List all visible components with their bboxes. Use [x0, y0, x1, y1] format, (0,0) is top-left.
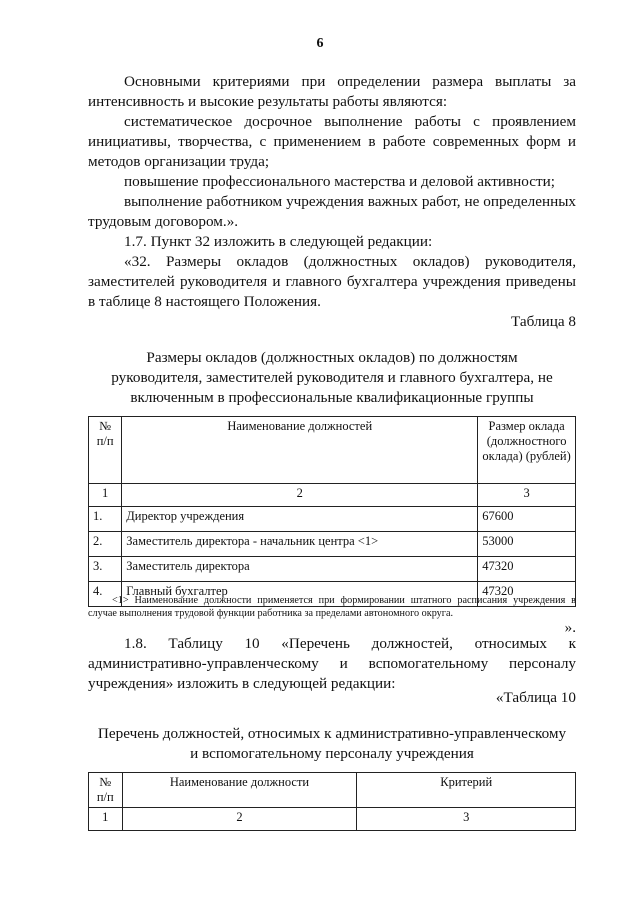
table-cell: 53000	[478, 532, 576, 557]
table-cell: 3.	[89, 557, 122, 582]
table-cell: 47320	[478, 582, 576, 607]
criteria-item-1: систематическое досрочное выполнение работы с проявлением инициативы, творчества, с применением в работе современных форм и методов организации труда;	[88, 113, 576, 170]
table-header-row	[89, 773, 576, 808]
table10-title: Перечень должностей, относимых к административно-управленческому и вспомогательному персоналу учреждения	[97, 725, 567, 762]
table-number-row	[89, 808, 576, 831]
section-1-8: 1.8. Таблицу 10 «Перечень должностей, относимых к административно-управленческому и вспомогательному персоналу учреждения» изложить в следующей редакции:	[88, 635, 576, 692]
header-cell: Критерий	[357, 773, 576, 808]
table-row	[89, 507, 576, 532]
table-cell: 1.	[89, 507, 122, 532]
section-1-7: 1.7. Пункт 32 изложить в следующей редакции:	[124, 233, 433, 250]
table-cell: 1	[89, 808, 123, 831]
table10	[88, 772, 576, 831]
table8-closing: ».	[564, 619, 576, 636]
table-cell: 1	[89, 484, 122, 507]
page-number: 6	[316, 36, 324, 51]
table-cell: Главный бухгалтер	[122, 582, 478, 607]
table-cell: Заместитель директора - начальник центра <1>	[122, 532, 478, 557]
header-cell: № п/п	[89, 773, 123, 808]
table-cell: Директор учреждения	[122, 507, 478, 532]
table-header-row	[89, 417, 576, 484]
table-row	[89, 557, 576, 582]
criteria-item-3: выполнение работником учреждения важных работ, не определенных трудовым договором.».	[88, 193, 576, 230]
table-cell: 3	[478, 484, 576, 507]
table-cell: 3	[357, 808, 576, 831]
table-cell: 4.	[89, 582, 122, 607]
table-cell: 67600	[478, 507, 576, 532]
header-cell: Наименование должности	[122, 773, 357, 808]
criteria-item-2: повышение профессионального мастерства и деловой активности;	[124, 173, 555, 190]
table-cell: 2	[122, 484, 478, 507]
header-cell: № п/п	[89, 417, 122, 484]
table-cell: 47320	[478, 557, 576, 582]
table-cell: Заместитель директора	[122, 557, 478, 582]
header-cell: Размер оклада (должностного оклада) (рублей)	[478, 417, 576, 484]
table-cell: 2.	[89, 532, 122, 557]
table10-label: «Таблица 10	[495, 689, 576, 706]
table-number-row	[89, 484, 576, 507]
table-cell: 2	[122, 808, 357, 831]
table8-footnote: <1> Наименование должности применяется при формировании штатного расписания учреждения в случае выполнения трудовой функции работника за пределами автономного округа.	[88, 595, 576, 619]
criteria-intro: Основными критериями при определении размера выплаты за интенсивность и высокие результаты работы являются:	[88, 73, 576, 110]
clause-32: «32. Размеры окладов (должностных окладов) руководителя, заместителей руководителя и главного бухгалтера учреждения приведены в таблице 8 настоящего Положения.	[88, 253, 576, 310]
table8-label: Таблица 8	[511, 313, 576, 330]
table-row	[89, 532, 576, 557]
header-cell: Наименование должностей	[122, 417, 478, 484]
table8	[88, 416, 576, 607]
table8-title: Размеры окладов (должностных окладов) по должностям руководителя, заместителей руководителя и главного бухгалтера, не включенным в профессиональные квалификационные группы	[111, 349, 553, 406]
